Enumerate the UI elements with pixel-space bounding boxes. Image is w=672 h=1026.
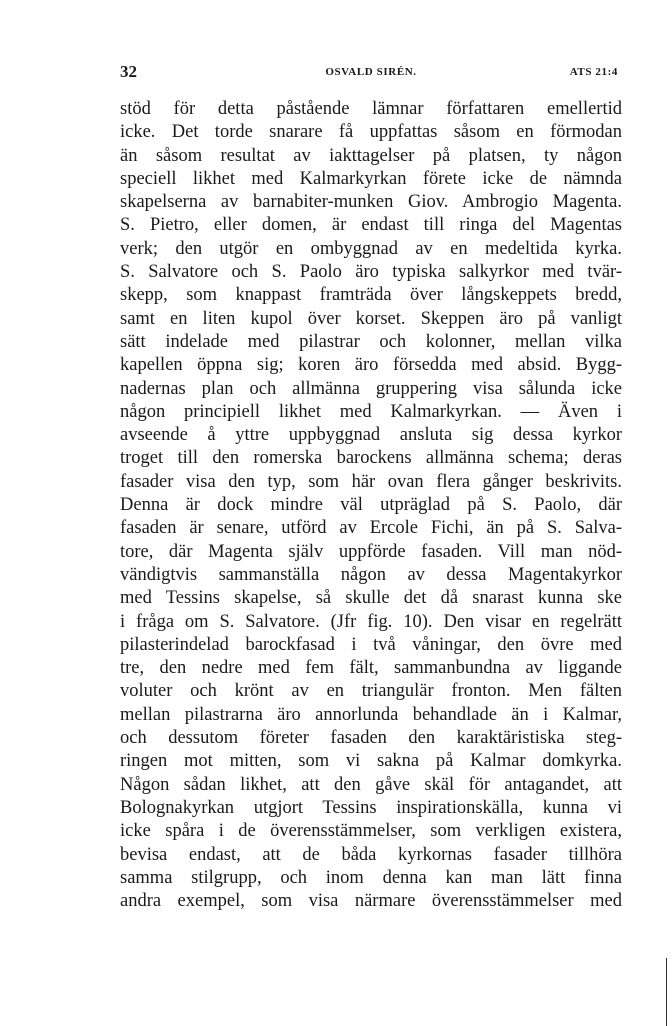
text-line: voluter och krönt av en triangulär fronton. Men fälten: [120, 681, 622, 702]
text-line: samma stilgrupp, och inom denna kan man lätt finna: [120, 867, 622, 888]
text-line: bevisa endast, att de båda kyrkornas fasader tillhöra: [120, 844, 622, 865]
text-line: verk; den utgör en ombyggnad av en medeltida kyrka.: [120, 238, 622, 259]
text-line: vändigtvis sammanställa någon av dessa Magentakyrkor: [120, 564, 622, 585]
page-edge-line: [666, 958, 667, 1026]
text-line: fasaden är senare, utförd av Ercole Fichi, än på S. Salva-: [120, 518, 622, 539]
text-line: skepp, som knappast framträda över långskeppets bredd,: [120, 285, 622, 306]
text-line: Bolognakyrkan utgjort Tessins inspirationskälla, kunna vi: [120, 797, 622, 818]
text-line: nadernas plan och allmänna gruppering visa sålunda icke: [120, 378, 622, 399]
text-line: Någon sådan likhet, att den gåve skäl för antagandet, att: [120, 774, 622, 795]
signature-mark: ATS 21:4: [569, 66, 618, 78]
text-line: Denna är dock mindre väl utpräglad på S. Paolo, där: [120, 495, 622, 516]
body-text: [120, 98, 622, 913]
text-line: tre, den nedre med fem fält, sammanbundna av liggande: [120, 658, 622, 679]
text-line: och dessutom företer fasaden den karaktäristiska steg-: [120, 728, 622, 749]
text-line: tore, där Magenta själv uppförde fasaden. Vill man nöd-: [120, 541, 622, 562]
text-line: avseende å yttre uppbyggnad ansluta sig dessa kyrkor: [120, 425, 622, 446]
page-number: 32: [120, 62, 137, 81]
text-line: icke spåra i de överensstämmelser, som verkligen existera,: [120, 821, 622, 842]
text-line: någon principiell likhet med Kalmarkyrkan. — Även i: [120, 401, 622, 422]
text-line: skapelserna av barnabiter-munken Giov. Ambrogio Magenta.: [120, 192, 622, 213]
text-line: med Tessins skapelse, så skulle det då snarast kunna ske: [120, 588, 622, 609]
page-header: [120, 62, 622, 86]
text-line: S. Salvatore och S. Paolo äro typiska salkyrkor med tvär-: [120, 262, 622, 283]
text-line: mellan pilastrarna äro annorlunda behandlade än i Kalmar,: [120, 704, 622, 725]
text-line: speciell likhet med Kalmarkyrkan förete icke de nämnda: [120, 168, 622, 189]
text-line: S. Pietro, eller domen, är endast till ringa del Magentas: [120, 215, 622, 236]
text-line: troget till den romerska barockens allmänna schema; deras: [120, 448, 622, 469]
text-line: sätt indelade med pilastrar och kolonner, mellan vilka: [120, 331, 622, 352]
text-line: i fråga om S. Salvatore. (Jfr fig. 10). Den visar en regelrätt: [120, 611, 622, 632]
text-line: andra exempel, som visa närmare överensstämmelser med: [120, 891, 622, 912]
text-line: stöd för detta påstående lämnar författaren emellertid: [120, 99, 622, 119]
running-title: OSVALD SIRÉN.: [325, 66, 417, 78]
text-line: fasader visa den typ, som här ovan flera gånger beskrivits.: [120, 471, 622, 492]
text-line: ringen mot mitten, som vi sakna på Kalmar domkyrka.: [120, 751, 622, 772]
text-line: pilasterindelad barockfasad i två våningar, den övre med: [120, 634, 622, 655]
text-line: kapellen öppna sig; koren äro försedda med absid. Bygg-: [120, 355, 622, 376]
text-line: icke. Det torde snarare få uppfattas såsom en förmodan: [120, 122, 622, 143]
text-line: samt en liten kupol över korset. Skeppen äro på vanligt: [120, 308, 622, 329]
text-line: än såsom resultat av iakttagelser på platsen, ty någon: [120, 145, 622, 166]
